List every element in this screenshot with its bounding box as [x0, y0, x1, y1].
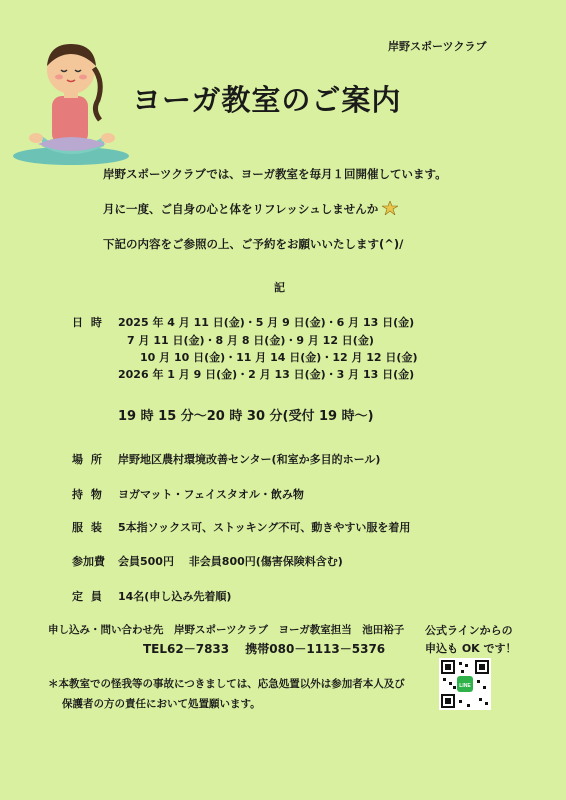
sparkle-star-icon: [382, 201, 398, 215]
intro-line-1: 岸野スポーツクラブでは、ヨーガ教室を毎月１回開催しています。: [103, 167, 447, 181]
line-official-2: 申込も OK です！: [425, 642, 517, 655]
venue-value: 岸野地区農村環境改善センター(和室か多目的ホール): [118, 453, 381, 466]
schedule-time: 19 時 15 分～20 時 30 分(受付 19 時～): [118, 409, 374, 424]
line-official-1: 公式ラインからの: [425, 624, 513, 637]
ki-heading: 記: [274, 281, 285, 294]
capacity-value: 14名(申し込み先着順): [118, 590, 232, 603]
attire-label: 服 装: [72, 521, 104, 534]
club-name: 岸野スポーツクラブ: [388, 40, 487, 53]
intro-line-3: 下記の内容をご参照の上、ご予約をお願いいたします(^)/: [103, 237, 404, 251]
line-qr-code[interactable]: [439, 658, 491, 710]
intro-line-2: [103, 201, 398, 217]
fee-value: 会員500円 非会員800円(傷害保険料含む): [118, 555, 343, 568]
schedule-line-4: 2026 年 1 月 9 日(金)・2 月 13 日(金)・3 月 13 日(金): [118, 368, 415, 381]
contact-line-1: 申し込み・問い合わせ先 岸野スポーツクラブ ヨーガ教室担当 池田裕子: [48, 624, 405, 636]
disclaimer-line-2: 保護者の方の責任において処置願います。: [62, 698, 261, 710]
yoga-girl-illustration: [12, 38, 130, 168]
page-title: ヨーガ教室のご案内: [132, 83, 402, 117]
belongings-label: 持 物: [72, 488, 104, 501]
line-logo-text: LINE: [459, 683, 471, 689]
fee-label: 参加費: [72, 555, 105, 568]
capacity-label: 定 員: [72, 590, 104, 603]
schedule-line-1: 2025 年 4 月 11 日(金)・5 月 9 日(金)・6 月 13 日(金): [118, 316, 415, 329]
contact-phone: TEL62－7833 携帯080－1113－5376: [143, 642, 386, 656]
belongings-value: ヨガマット・フェイスタオル・飲み物: [118, 488, 304, 501]
disclaimer-line-1: ＊本教室での怪我等の事故につきましては、応急処置以外は参加者本人及び: [48, 678, 405, 690]
venue-label: 場 所: [72, 453, 104, 466]
schedule-line-2: 7 月 11 日(金)・8 月 8 日(金)・9 月 12 日(金): [127, 334, 374, 347]
attire-value: 5本指ソックス可、ストッキング不可、動きやすい服を着用: [118, 521, 411, 534]
schedule-line-3: 10 月 10 日(金)・11 月 14 日(金)・12 月 12 日(金): [140, 351, 418, 364]
intro-line-2-text: 月に一度、ご自身の心と体をリフレッシュしませんか: [103, 202, 379, 216]
schedule-label: 日 時: [72, 316, 104, 329]
